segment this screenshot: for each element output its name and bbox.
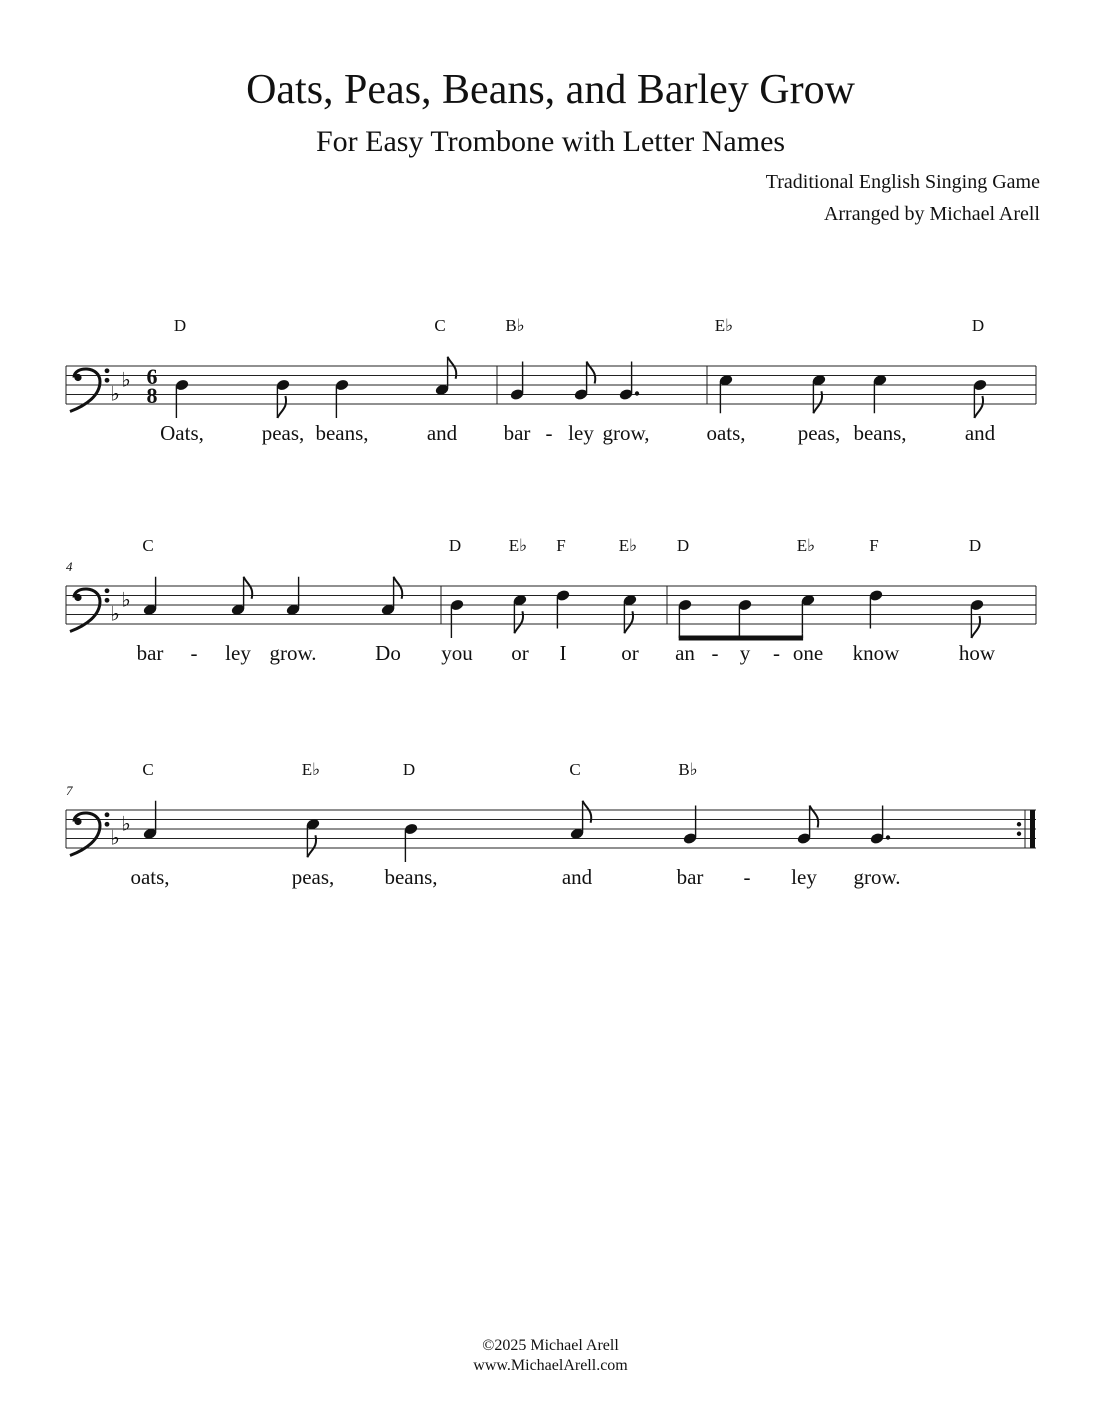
note-letter-name: D	[448, 536, 462, 555]
lyric-syllable: or	[511, 641, 529, 665]
lyric-syllable: bar	[676, 865, 704, 889]
bass-clef-dot	[105, 368, 110, 373]
lyric-syllable: beans,	[853, 421, 907, 445]
lyric-hyphen: -	[773, 641, 780, 665]
arranger-credit: Arranged by Michael Arell	[823, 203, 1040, 225]
lyric-syllable: peas,	[261, 421, 305, 445]
lyric-syllable: I	[559, 641, 567, 665]
note-letter-name: D	[173, 316, 187, 335]
lyric-hyphen: -	[545, 421, 553, 445]
lyric-syllable: grow.	[269, 641, 317, 665]
lyric-syllable: bar	[136, 641, 164, 665]
note-flag	[810, 806, 819, 828]
lyric-syllable: how	[958, 641, 996, 665]
note-letter-name: E♭	[301, 760, 321, 779]
lyric-syllable: one	[792, 641, 824, 665]
composer-credit: Traditional English Singing Game	[765, 171, 1040, 193]
page-title: Oats, Peas, Beans, and Barley Grow	[246, 67, 855, 113]
measure-number: 4	[66, 559, 73, 574]
lyric-syllable: know	[852, 641, 900, 665]
lyric-syllable: and	[561, 865, 593, 889]
note-letter-name: B♭	[505, 316, 525, 335]
lyric-syllable: grow,	[602, 421, 650, 445]
bass-clef-dot	[105, 822, 110, 827]
note-letter-name: D	[971, 316, 985, 335]
bass-clef-dot	[74, 818, 81, 825]
lyric-syllable: beans,	[315, 421, 369, 445]
note-flag	[587, 362, 596, 384]
bass-clef-dot	[105, 588, 110, 593]
page-subtitle: For Easy Trombone with Letter Names	[315, 125, 786, 158]
bass-clef-dot	[105, 598, 110, 603]
lyric-hyphen: -	[711, 641, 719, 665]
copyright-notice: ©2025 Michael Arell	[482, 1337, 619, 1354]
repeat-dot	[1017, 832, 1021, 836]
note-letter-name: C	[142, 536, 154, 555]
lyric-syllable: beans,	[384, 865, 438, 889]
lyric-syllable: an	[675, 641, 695, 665]
lyric-syllable: oats,	[130, 865, 170, 889]
note-letter-name: D	[402, 760, 416, 779]
note-letter-name: E♭	[618, 536, 638, 555]
note-letter-name: B♭	[678, 760, 698, 779]
lyric-syllable: Do	[375, 641, 401, 665]
bass-clef-dot	[105, 812, 110, 817]
key-signature-flat: ♭	[110, 383, 120, 406]
note-letter-name: D	[676, 536, 690, 555]
time-signature-beat-type: 8	[146, 383, 158, 408]
note-flag	[971, 616, 980, 638]
note-letter-name: F	[869, 536, 879, 555]
lyric-syllable: y	[739, 641, 751, 665]
lyric-syllable: and	[964, 421, 996, 445]
key-signature-flat: ♭	[121, 369, 131, 392]
note-letter-name: C	[434, 316, 446, 335]
lyric-syllable: bar	[503, 421, 531, 445]
website-link: www.MichaelArell.com	[473, 1357, 628, 1374]
note-letter-name: D	[968, 536, 982, 555]
key-signature-flat: ♭	[121, 813, 131, 836]
measure-number: 7	[66, 783, 73, 798]
lyric-syllable: ley	[225, 641, 251, 665]
lyric-syllable: peas,	[291, 865, 335, 889]
lyric-syllable: ley	[568, 421, 594, 445]
lyric-syllable: oats,	[706, 421, 746, 445]
lyric-syllable: ley	[791, 865, 817, 889]
time-signature-beats: 6	[146, 364, 158, 389]
note-letter-name: C	[142, 760, 154, 779]
lyric-syllable: and	[426, 421, 458, 445]
key-signature-flat: ♭	[110, 603, 120, 626]
note-flag	[277, 396, 286, 418]
key-signature-flat: ♭	[110, 827, 120, 850]
lyric-syllable: you	[441, 641, 473, 665]
lyric-syllable: Oats,	[160, 421, 204, 445]
note-letter-name: C	[569, 760, 581, 779]
lyric-hyphen: -	[743, 865, 751, 889]
note-flag	[974, 396, 983, 418]
augmentation-dot	[635, 391, 639, 395]
augmentation-dot	[886, 835, 890, 839]
lyric-syllable: or	[621, 641, 639, 665]
lyric-syllable: peas,	[797, 421, 841, 445]
note-letter-name: E♭	[796, 536, 816, 555]
note-letter-name: E♭	[508, 536, 528, 555]
note-beam	[679, 636, 803, 641]
note-letter-name: F	[556, 536, 566, 555]
note-letter-name: E♭	[714, 316, 734, 335]
repeat-barline-thick	[1030, 810, 1035, 848]
bass-clef-dot	[105, 378, 110, 383]
bass-clef-dot	[74, 594, 81, 601]
bass-clef-dot	[74, 374, 81, 381]
repeat-dot	[1017, 822, 1021, 826]
lyric-syllable: grow.	[853, 865, 901, 889]
key-signature-flat: ♭	[121, 589, 131, 612]
lyric-hyphen: -	[190, 641, 198, 665]
